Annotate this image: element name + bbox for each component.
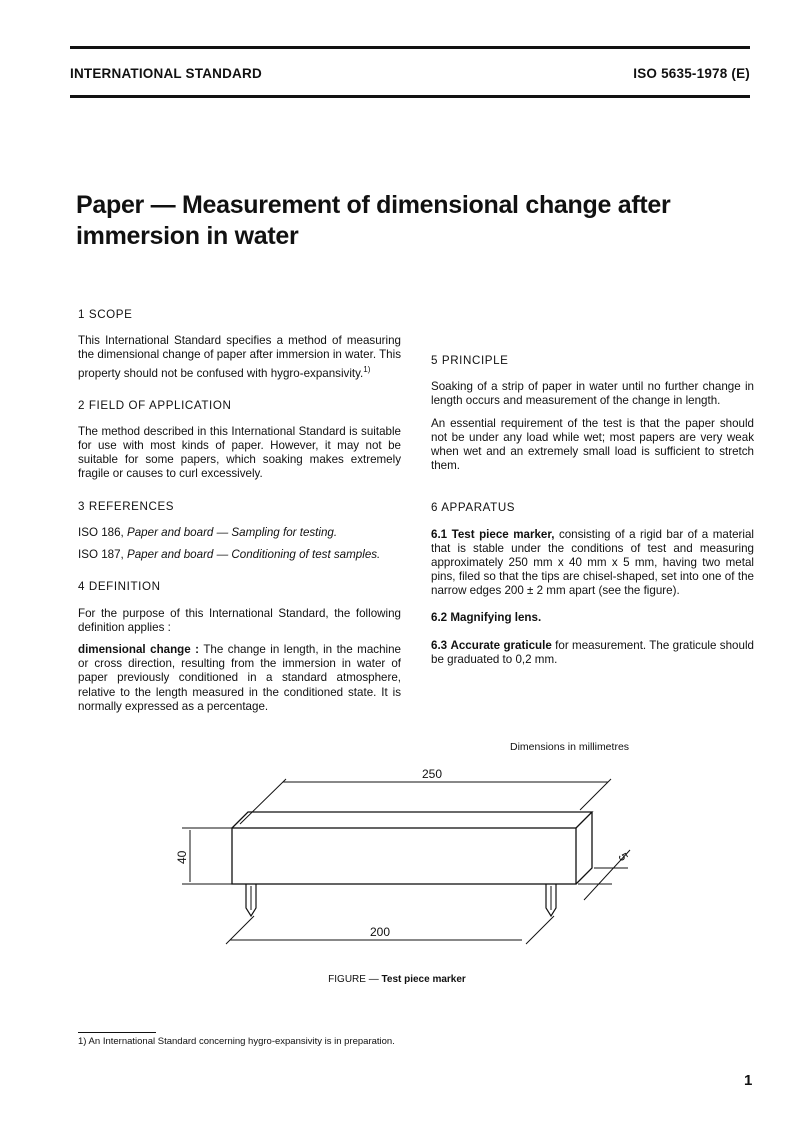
dim-200-ext-right [526, 916, 554, 944]
footnote-ref[interactable]: 1) [363, 364, 371, 374]
section-apparatus [431, 501, 754, 667]
document-title: Paper — Measurement of dimensional change after immersion in water [76, 191, 671, 250]
section-heading: 2 FIELD OF APPLICATION [78, 398, 232, 412]
section-principle [431, 354, 754, 473]
left-column [78, 308, 401, 732]
bar-end-face [576, 812, 592, 884]
section-references [78, 500, 401, 563]
section-heading: 5 PRINCIPLE [431, 354, 509, 367]
bar-front-face [232, 828, 576, 884]
apparatus-item: 6.1 Test piece marker, consisting of a rigid bar of a material that is stable under the conditions of test and measuring approximately 250 mm x 40 mm x 5 mm, having two metal pins, filed so that the tips are chisel-shaped, set into one of the narrow edges 200 ± 2 mm apart (see the figure). [431, 527, 754, 598]
header-left: INTERNATIONAL STANDARD [70, 66, 262, 81]
reference-item: ISO 187, Paper and board — Conditioning of test samples. [78, 548, 381, 562]
right-column [431, 308, 754, 685]
dim-200-label: 200 [370, 925, 391, 939]
section-scope [78, 308, 401, 381]
section-text: Soaking of a strip of paper in water until no further change in length occurs and measurement of the change in length. [431, 380, 754, 408]
page-number: 1 [744, 1072, 753, 1089]
bar-top-face [232, 812, 592, 828]
definition-text: dimensional change : The change in length, in the machine or cross direction, resulting from the immersion in water of paper previously conditioned in a standard atmosphere, relative to the length measured in the conditioned state. It is normally expressed as a percentage. [78, 642, 401, 713]
section-text: An essential requirement of the test is that the paper should not be under any load while wet; most papers are very weak when wet and an extremely small load is sufficient to stretch them. [431, 416, 754, 473]
footnote: 1) An International Standard concerning hygro-expansivity is in preparation. [78, 1036, 395, 1047]
header-rule-bottom [70, 95, 750, 98]
dim-250-ext-left [240, 779, 286, 824]
dim-250-ext-right [580, 779, 611, 810]
dim-250-label: 250 [422, 767, 443, 781]
section-definition [78, 580, 401, 714]
figure-caption: FIGURE — Test piece marker [328, 974, 466, 985]
apparatus-item: 6.3 Accurate graticule for measurement. The graticule should be graduated to 0,2 mm. [431, 638, 754, 667]
dimensions-note: Dimensions in millimetres [510, 741, 630, 753]
section-field [78, 399, 401, 482]
dim-40-label: 40 [175, 850, 189, 864]
header-rule-top [70, 46, 750, 49]
section-text: The method described in this International Standard is suitable for use with most kinds of paper. However, it may not be suitable for some papers, which soaking makes extremely fragile or causes to curl excessively. [78, 424, 401, 481]
footnote-rule [78, 1032, 156, 1033]
header-right: ISO 5635-1978 (E) [633, 66, 750, 81]
section-text: For the purpose of this International Standard, the following definition applies : [78, 606, 401, 634]
section-text: This International Standard specifies a method of measuring the dimensional change of paper after immersion in water. This property should not be confused with hygro-expansivity.$^{1)}$ [78, 334, 401, 380]
section-heading: 4 DEFINITION [78, 580, 161, 594]
section-heading: 6 APPARATUS [431, 501, 516, 515]
section-heading: 3 REFERENCES [78, 499, 175, 513]
test-piece-marker-figure [0, 760, 794, 980]
section-heading: 1 SCOPE [78, 308, 133, 321]
apparatus-item: 6.2 Magnifying lens. [431, 610, 542, 624]
dim-5-label: 5 [615, 850, 631, 864]
reference-item: ISO 186, Paper and board — Sampling for testing. [78, 525, 338, 539]
